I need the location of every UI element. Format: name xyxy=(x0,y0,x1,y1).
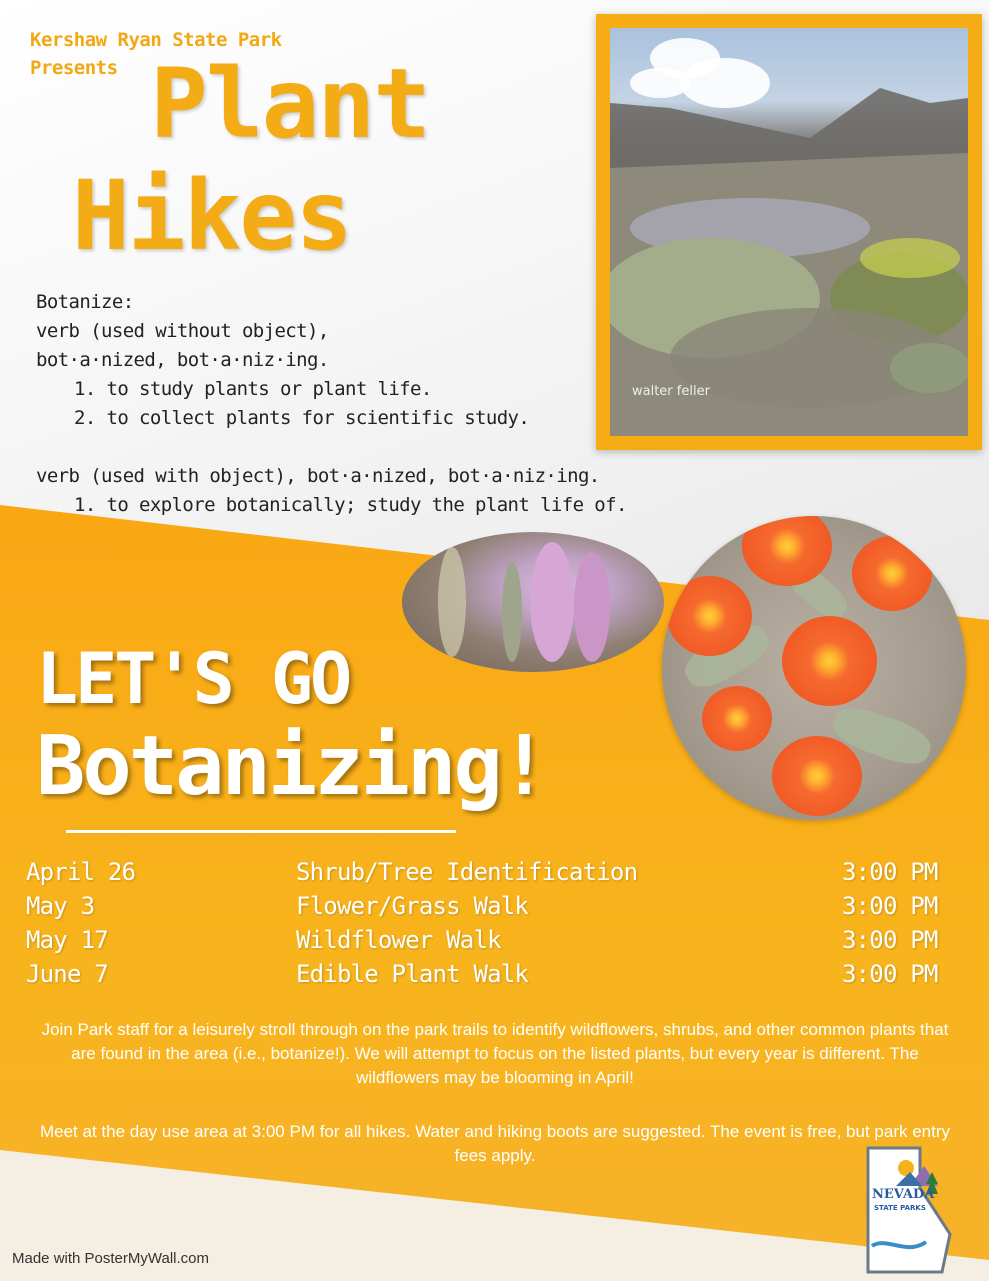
flower-shape xyxy=(667,576,752,656)
schedule-time: 3:00 PM xyxy=(842,960,938,988)
description-paragraph: Join Park staff for a leisurely stroll through on the park trails to identify wildflowers, shrubs, and other common plants that are found in the area (i.e., botanize!). We will attempt to focus on the listed plants, but every year is different. The wildflowers may be blooming in April! xyxy=(41,1020,949,1087)
schedule-hike-name: Shrub/Tree Identification xyxy=(296,858,638,886)
hike-schedule xyxy=(0,858,989,994)
schedule-time: 3:00 PM xyxy=(842,858,938,886)
penstemon-photo xyxy=(402,532,664,672)
schedule-hike-name: Flower/Grass Walk xyxy=(296,892,529,920)
logo-text-state-parks: STATE PARKS xyxy=(874,1204,926,1212)
banner-botanizing: Botanizing! xyxy=(36,719,547,814)
schedule-row xyxy=(0,960,989,994)
nevada-state-parks-logo xyxy=(866,1146,952,1274)
definition-line: verb (used with object), bot·a·nized, bot·a·niz·ing. xyxy=(36,465,600,487)
park-name-line2: Presents xyxy=(30,57,118,79)
schedule-row xyxy=(0,892,989,926)
landscape-photo xyxy=(610,28,968,436)
park-name-line1: Kershaw Ryan State Park xyxy=(30,29,282,51)
definition-line: verb (used without object), xyxy=(36,320,329,342)
definition-line: 1. to study plants or plant life. xyxy=(74,378,432,400)
banner-lets-go: LET'S GO xyxy=(36,638,350,720)
definition-line: bot·a·nized, bot·a·niz·ing. xyxy=(36,349,329,371)
schedule-date: May 3 xyxy=(26,892,95,920)
definition-line: 2. to collect plants for scientific study. xyxy=(74,407,530,429)
definition-line: 1. to explore botanically; study the plant life of. xyxy=(74,494,627,516)
schedule-date: April 26 xyxy=(26,858,136,886)
penstemon-illustration xyxy=(402,532,664,672)
landscape-illustration xyxy=(610,28,968,436)
schedule-time: 3:00 PM xyxy=(842,892,938,920)
meeting-paragraph: Meet at the day use area at 3:00 PM for all hikes. Water and hiking boots are suggested. The event is free, but park entry fees apply. xyxy=(39,1122,950,1165)
flower-shape xyxy=(782,616,877,706)
definition-block xyxy=(36,288,627,520)
title-hikes: Hikes xyxy=(72,160,351,272)
schedule-hike-name: Wildflower Walk xyxy=(296,926,501,954)
made-with-link[interactable]: Made with PosterMyWall.com xyxy=(12,1250,209,1267)
title-plant: Plant xyxy=(150,48,429,160)
globemallow-photo xyxy=(662,516,966,820)
photo-credit: walter feller xyxy=(632,384,710,399)
definition-line: Botanize: xyxy=(36,291,134,313)
schedule-row xyxy=(0,926,989,960)
flower-shape xyxy=(772,736,862,816)
schedule-time: 3:00 PM xyxy=(842,926,938,954)
schedule-row xyxy=(0,858,989,892)
schedule-date: June 7 xyxy=(26,960,108,988)
landscape-photo-frame xyxy=(596,14,982,450)
flower-shape xyxy=(852,536,932,611)
flower-shape xyxy=(702,686,772,751)
schedule-hike-name: Edible Plant Walk xyxy=(296,960,529,988)
divider-rule xyxy=(66,830,456,833)
logo-text-nevada: NEVADA xyxy=(872,1187,935,1202)
schedule-date: May 17 xyxy=(26,926,108,954)
